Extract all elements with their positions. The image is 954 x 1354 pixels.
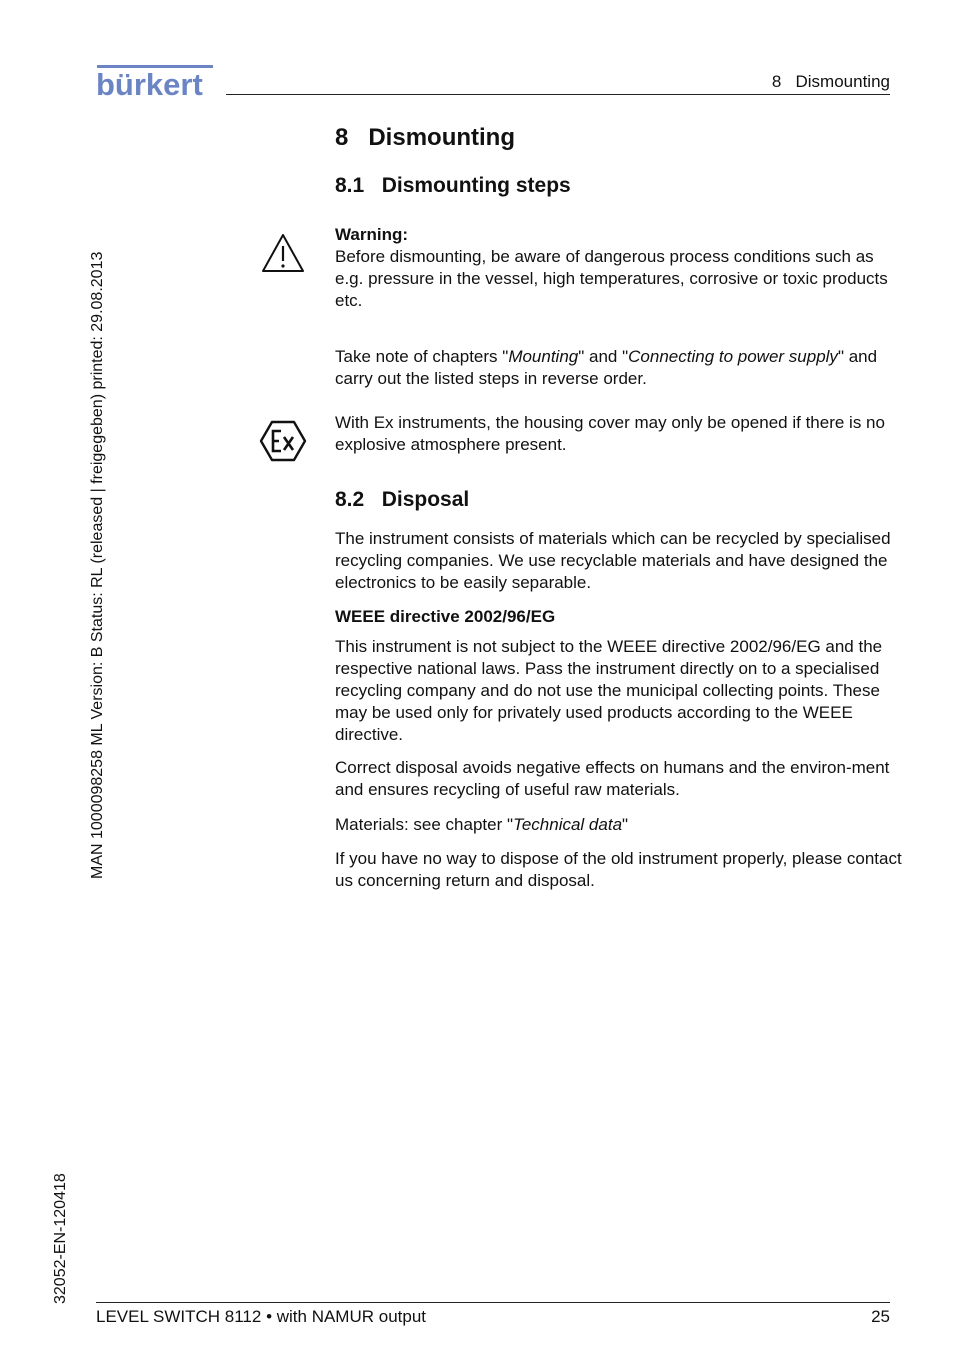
materials-text: " xyxy=(622,815,629,834)
connecting-reference: Connecting to power supply xyxy=(628,347,838,366)
weee-text: This instrument is not subject to the WEEE directive 2002/96/EG and the respective national laws. Pass the instrument directly on to a specialised recycling company and do not use the municipal collecting points. These may be used only for privately used products according to the WEEE directive. xyxy=(335,637,883,744)
disposal-paragraph-2 xyxy=(335,757,905,801)
materials-paragraph xyxy=(335,814,905,836)
chapter-heading: 8 Dismounting xyxy=(335,124,515,151)
warning-block xyxy=(335,224,905,312)
note-text: Take note of chapters " xyxy=(335,347,509,366)
note-paragraph xyxy=(335,346,905,390)
mounting-reference: Mounting xyxy=(508,347,579,366)
warning-triangle-icon xyxy=(260,232,306,274)
disposal-text: If you have no way to dispose of the old instrument properly, please contact us concerning return and disposal. xyxy=(335,849,902,890)
disposal-paragraph-3 xyxy=(335,848,905,892)
burkert-logo xyxy=(96,62,214,100)
header-rule xyxy=(226,94,890,95)
page-number: 25 xyxy=(871,1307,890,1326)
document-id: 32052-EN-120418 xyxy=(52,1173,69,1304)
note-text: " and carry out the listed steps in reverse order. xyxy=(335,347,878,388)
section-heading-dismounting-steps: 8.1 Dismounting steps xyxy=(335,174,571,197)
disposal-text: The instrument consists of materials which can be recycled by specialised recycling companies. We use recyclable materials and have designed the electronics to be easily separable. xyxy=(335,529,891,592)
note-text: " and " xyxy=(578,347,629,366)
weee-paragraph xyxy=(335,636,905,746)
section-heading-disposal: 8.2 Disposal xyxy=(335,488,470,511)
burkert-logo-text: bürkert xyxy=(96,67,203,100)
ex-hexagon-icon xyxy=(259,419,307,463)
disposal-text: Correct disposal avoids negative effects on humans and the environ-ment and ensures recycling of useful raw materials. xyxy=(335,758,890,799)
footer-title: LEVEL SWITCH 8112 • with NAMUR output xyxy=(96,1307,427,1326)
weee-heading: WEEE directive 2002/96/EG xyxy=(335,607,556,626)
ex-note xyxy=(335,412,905,456)
document-meta: MAN 1000098258 ML Version: B Status: RL (released | freigegeben) printed: 29.08.2013 xyxy=(89,251,106,879)
warning-body: Before dismounting, be aware of dangerous process conditions such as e.g. pressure in the vessel, high temperatures, corrosive or toxic products etc. xyxy=(335,247,888,310)
ex-note-text: With Ex instruments, the housing cover may only be opened if there is no explosive atmosphere present. xyxy=(335,413,885,454)
technical-data-reference: Technical data xyxy=(513,815,623,834)
disposal-paragraph-1 xyxy=(335,528,905,594)
materials-text: Materials: see chapter " xyxy=(335,815,514,834)
footer-rule xyxy=(96,1302,890,1303)
warning-title: Warning: xyxy=(335,225,409,244)
header-chapter: 8 Dismounting xyxy=(771,72,890,91)
